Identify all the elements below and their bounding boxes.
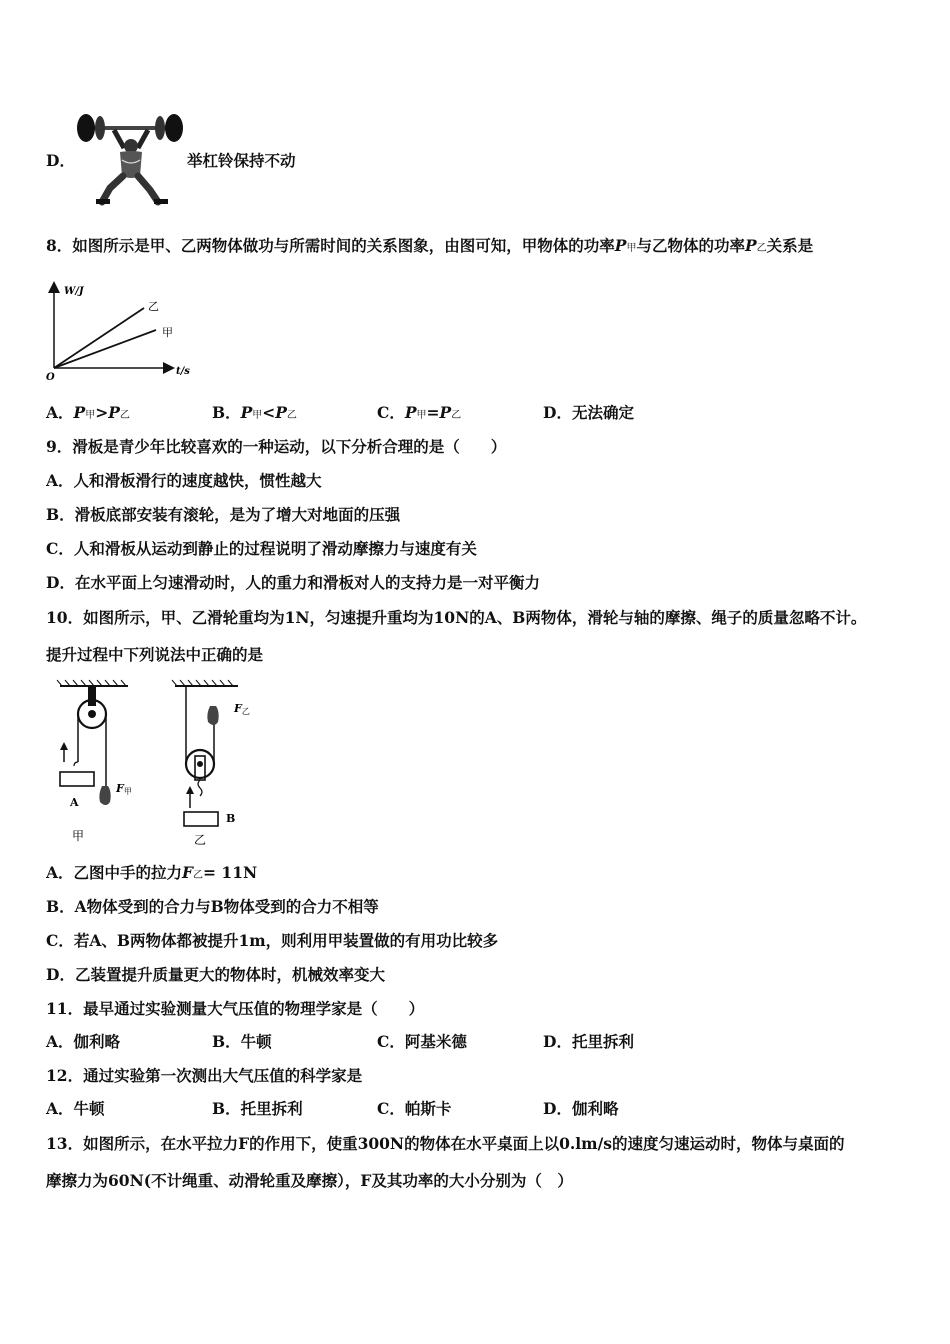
hand-yi-icon — [207, 706, 218, 725]
q8-option-b-letter: B． — [212, 403, 241, 422]
q8-stem-p1: P — [614, 236, 627, 255]
q11-option-b: B．牛顿 — [212, 1032, 272, 1051]
label-f-jia-sub: 甲 — [123, 787, 132, 796]
caption-jia: 甲 — [72, 829, 85, 843]
label-b: B — [226, 812, 236, 825]
q12-stem: 12．通过实验第一次测出大气压值的科学家是 — [46, 1066, 363, 1085]
q8-option-c-sub1: 甲 — [416, 410, 427, 421]
q10-option-a-post: = 11N — [203, 863, 258, 882]
q7-option-d-text: 举杠铃保持不动 — [187, 151, 296, 170]
q8-origin-label: O — [46, 372, 55, 383]
q8-option-a — [46, 402, 130, 427]
q8-line-jia — [54, 330, 156, 368]
q10-option-d: D．乙装置提升质量更大的物体时，机械效率变大 — [46, 965, 385, 984]
q12-option-a: A．牛顿 — [46, 1099, 105, 1118]
q8-option-a-sub1: 甲 — [85, 410, 96, 421]
q10-option-b: B．A物体受到的合力与B物体受到的合力不相等 — [46, 897, 379, 916]
q8-option-d-letter: D． — [543, 403, 572, 422]
q10-option-c: C．若A、B两物体都被提升1m，则利用甲装置做的有用功比较多 — [46, 931, 499, 950]
q8-option-b-p1: P — [240, 403, 253, 422]
q12-option-b: B．托里拆利 — [212, 1099, 303, 1118]
ceiling-jia — [57, 680, 128, 686]
ceiling-yi — [172, 680, 238, 686]
q9-option-c: C．人和滑板从运动到静止的过程说明了滑动摩擦力与速度有关 — [46, 539, 477, 558]
q8-option-b-sub2: 乙 — [286, 410, 297, 421]
q8-option-c-letter: C． — [377, 403, 405, 422]
q9-option-a: A．人和滑板滑行的速度越快，惯性越大 — [46, 471, 322, 490]
q8-option-c-sub2: 乙 — [451, 410, 462, 421]
q8-option-c — [377, 402, 461, 427]
q12-option-d: D．伽利略 — [543, 1099, 619, 1118]
q8-option-d-text: 无法确定 — [571, 403, 634, 422]
label-f-yi — [233, 702, 250, 716]
q9-stem: 9．滑板是青少年比较喜欢的一种运动，以下分析合理的是（ ） — [46, 437, 507, 456]
q10-option-a-sub: 乙 — [193, 870, 204, 881]
q8-x-label: t/s — [176, 366, 190, 377]
q11-option-a: A．伽利略 — [46, 1032, 121, 1051]
q8-stem-post: 关系是 — [766, 236, 814, 255]
q8-line-yi-label: 乙 — [148, 300, 159, 313]
q8-work-time-graph — [44, 280, 204, 390]
q9-option-b: B．滑板底部安装有滚轮，是为了增大对地面的压强 — [46, 505, 401, 524]
q12-option-c: C．帕斯卡 — [377, 1099, 452, 1118]
q13-stem-line1: 13．如图所示，在水平拉力F的作用下，使重300N的物体在水平桌面上以0.lm/s的速度匀速运动时，物体与桌面的 — [46, 1134, 845, 1153]
label-f-jia — [115, 782, 132, 796]
hand-jia-icon — [99, 786, 110, 805]
q8-option-a-op: > — [95, 403, 109, 422]
q13-stem-line2: 摩擦力为60N(不计绳重、动滑轮重及摩擦），F及其功率的大小分别为（ ） — [46, 1171, 573, 1190]
q10-pulley-figure — [50, 676, 270, 856]
q8-line-yi — [54, 308, 144, 368]
q8-y-label: W/J — [64, 286, 84, 297]
q8-stem-pre: 8．如图所示是甲、乙两物体做功与所需时间的关系图象，由图可知，甲物体的功率 — [46, 236, 615, 255]
q10-stem-line2: 提升过程中下列说法中正确的是 — [46, 645, 264, 664]
object-b — [184, 812, 218, 826]
q10-option-a-f: F — [182, 863, 194, 882]
q8-option-b-p2: P — [275, 403, 287, 422]
q8-option-b-op: < — [262, 403, 276, 422]
label-f-yi-f: F — [234, 702, 242, 715]
q8-line-jia-label: 甲 — [162, 326, 173, 339]
weightlifter-image — [74, 110, 186, 206]
q8-option-b — [212, 402, 297, 427]
q11-option-c: C．阿基米德 — [377, 1032, 467, 1051]
q8-stem — [46, 235, 813, 260]
q8-option-a-p2: P — [108, 403, 120, 422]
q7-option-d-letter: D． — [46, 151, 75, 170]
q10-option-a — [46, 862, 257, 887]
q8-option-a-p1: P — [73, 403, 86, 422]
q8-stem-mid: 与乙物体的功率 — [636, 236, 745, 255]
q8-stem-sub-jia: 甲 — [626, 243, 637, 254]
q11-stem: 11．最早通过实验测量大气压值的物理学家是（ ） — [46, 999, 425, 1018]
q8-option-c-p2: P — [439, 403, 452, 422]
q9-option-d: D．在水平面上匀速滑动时，人的重力和滑板对人的支持力是一对平衡力 — [46, 573, 540, 592]
q8-stem-sub-yi: 乙 — [756, 243, 767, 254]
q10-stem-line1: 10．如图所示，甲、乙滑轮重均为1N，匀速提升重均为10N的A、B两物体，滑轮与轴的摩擦、绳子的质量忽略不计。 — [46, 608, 867, 627]
caption-yi: 乙 — [194, 833, 207, 847]
label-a: A — [70, 796, 79, 809]
q8-option-c-p1: P — [404, 403, 417, 422]
q8-option-a-letter: A． — [46, 403, 74, 422]
label-f-jia-f: F — [116, 782, 124, 795]
q11-option-d: D．托里拆利 — [543, 1032, 634, 1051]
q8-option-b-sub1: 甲 — [252, 410, 263, 421]
q8-stem-p2: P — [744, 236, 757, 255]
q8-option-a-sub2: 乙 — [119, 410, 130, 421]
label-f-yi-sub: 乙 — [241, 707, 250, 716]
q8-option-c-op: = — [426, 403, 440, 422]
object-a — [60, 772, 94, 786]
q8-option-d — [543, 402, 634, 424]
q10-option-a-pre: A．乙图中手的拉力 — [46, 863, 183, 882]
